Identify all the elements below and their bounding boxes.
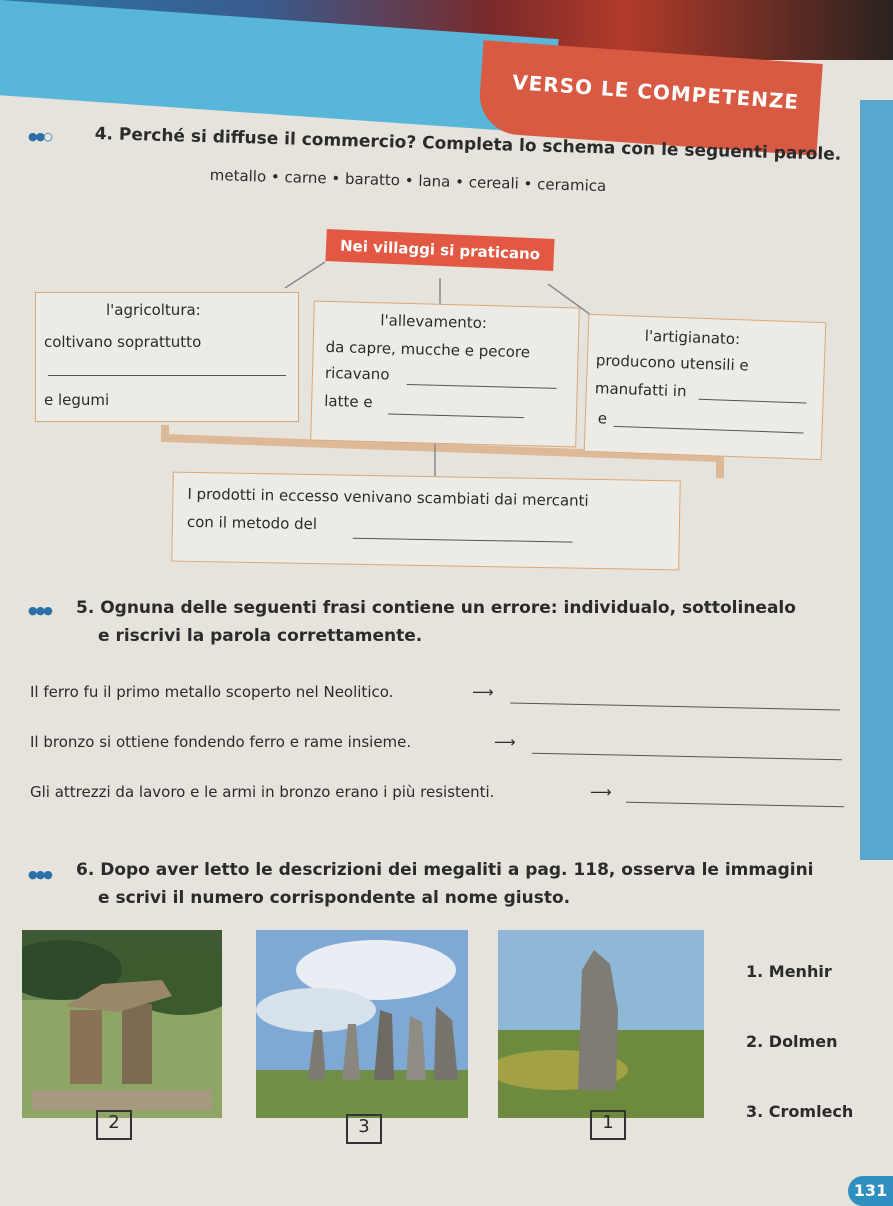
allevamento-blank2[interactable]: [388, 414, 524, 419]
agricoltura-line1: coltivano soprattutto: [44, 333, 202, 351]
agricoltura-title: l'agricoltura:: [106, 301, 201, 319]
name-dolmen: 2. Dolmen: [746, 1032, 838, 1051]
answer-box-cromlech[interactable]: 3: [346, 1114, 382, 1144]
menhir-photo: [498, 930, 704, 1118]
ex4-word-list: metallo • carne • baratto • lana • cereali • ceramica: [209, 166, 607, 196]
ex5-sentence-2: Il bronzo si ottiene fondendo ferro e rame insieme.: [30, 733, 412, 751]
agricoltura-box: [35, 292, 299, 422]
artigianato-line2: manufatti in: [594, 379, 687, 401]
arrow-right-icon: ⟶: [472, 683, 494, 701]
difficulty-dots-icon: ●●●: [28, 868, 51, 881]
name-cromlech: 3. Cromlech: [746, 1102, 854, 1121]
ex5-title-line1: 5. Ognuna delle seguenti frasi contiene un errore: individualo, sottolinealo: [76, 598, 796, 618]
difficulty-dots-icon: ●●○: [28, 130, 51, 143]
artigianato-line1: producono utensili e: [595, 351, 749, 375]
ex6-title-line2: e scrivi il numero corrispondente al nome giusto.: [98, 888, 571, 908]
artigianato-blank2[interactable]: [614, 426, 804, 434]
ex5-sentence-3: Gli attrezzi da lavoro e le armi in bronzo erano i più resistenti.: [30, 783, 495, 801]
allevamento-box: [310, 301, 580, 448]
ex5-sentence-1: Il ferro fu il primo metallo scoperto nel Neolitico.: [30, 683, 394, 701]
ex6-title-line1: 6. Dopo aver letto le descrizioni dei megaliti a pag. 118, osserva le immagini: [76, 860, 814, 880]
allevamento-line2: ricavano: [324, 363, 390, 384]
artigianato-line3: e: [597, 409, 608, 428]
name-menhir: 1. Menhir: [746, 962, 832, 981]
answer-box-dolmen[interactable]: 2: [96, 1110, 132, 1140]
ex4-title: 4. Perché si diffuse il commercio? Completa lo schema con le seguenti parole.: [94, 124, 842, 165]
allevamento-title: l'allevamento:: [380, 311, 488, 333]
artigianato-box: [584, 314, 827, 460]
dolmen-photo: [22, 930, 222, 1118]
arrow-right-icon: ⟶: [494, 733, 516, 751]
agricoltura-line2: e legumi: [44, 391, 110, 409]
page-number: 131: [848, 1176, 893, 1206]
artigianato-title: l'artigianato:: [644, 326, 741, 349]
cromlech-photo: [256, 930, 468, 1118]
allevamento-line1: da capre, mucche e pecore: [325, 337, 531, 362]
arrow-right-icon: ⟶: [590, 783, 612, 801]
artigianato-blank1[interactable]: [699, 399, 807, 404]
allevamento-blank1[interactable]: [407, 384, 557, 389]
mercanti-box: [171, 472, 680, 571]
banner-title: VERSO LE COMPETENZE: [511, 70, 800, 114]
mercanti-blank[interactable]: [353, 538, 573, 543]
ex5-title-line2: e riscrivi la parola correttamente.: [98, 626, 423, 646]
mercanti-line1: I prodotti in eccesso venivano scambiati dai mercanti: [187, 484, 589, 510]
mercanti-line2: con il metodo del: [186, 512, 318, 534]
difficulty-dots-icon: ●●●: [28, 604, 51, 617]
answer-box-menhir[interactable]: 1: [590, 1110, 626, 1140]
center-label-chip: Nei villaggi si praticano: [325, 229, 554, 271]
agricoltura-blank[interactable]: [48, 375, 286, 376]
allevamento-line3: latte e: [324, 391, 373, 412]
arrow-left: [285, 262, 325, 288]
